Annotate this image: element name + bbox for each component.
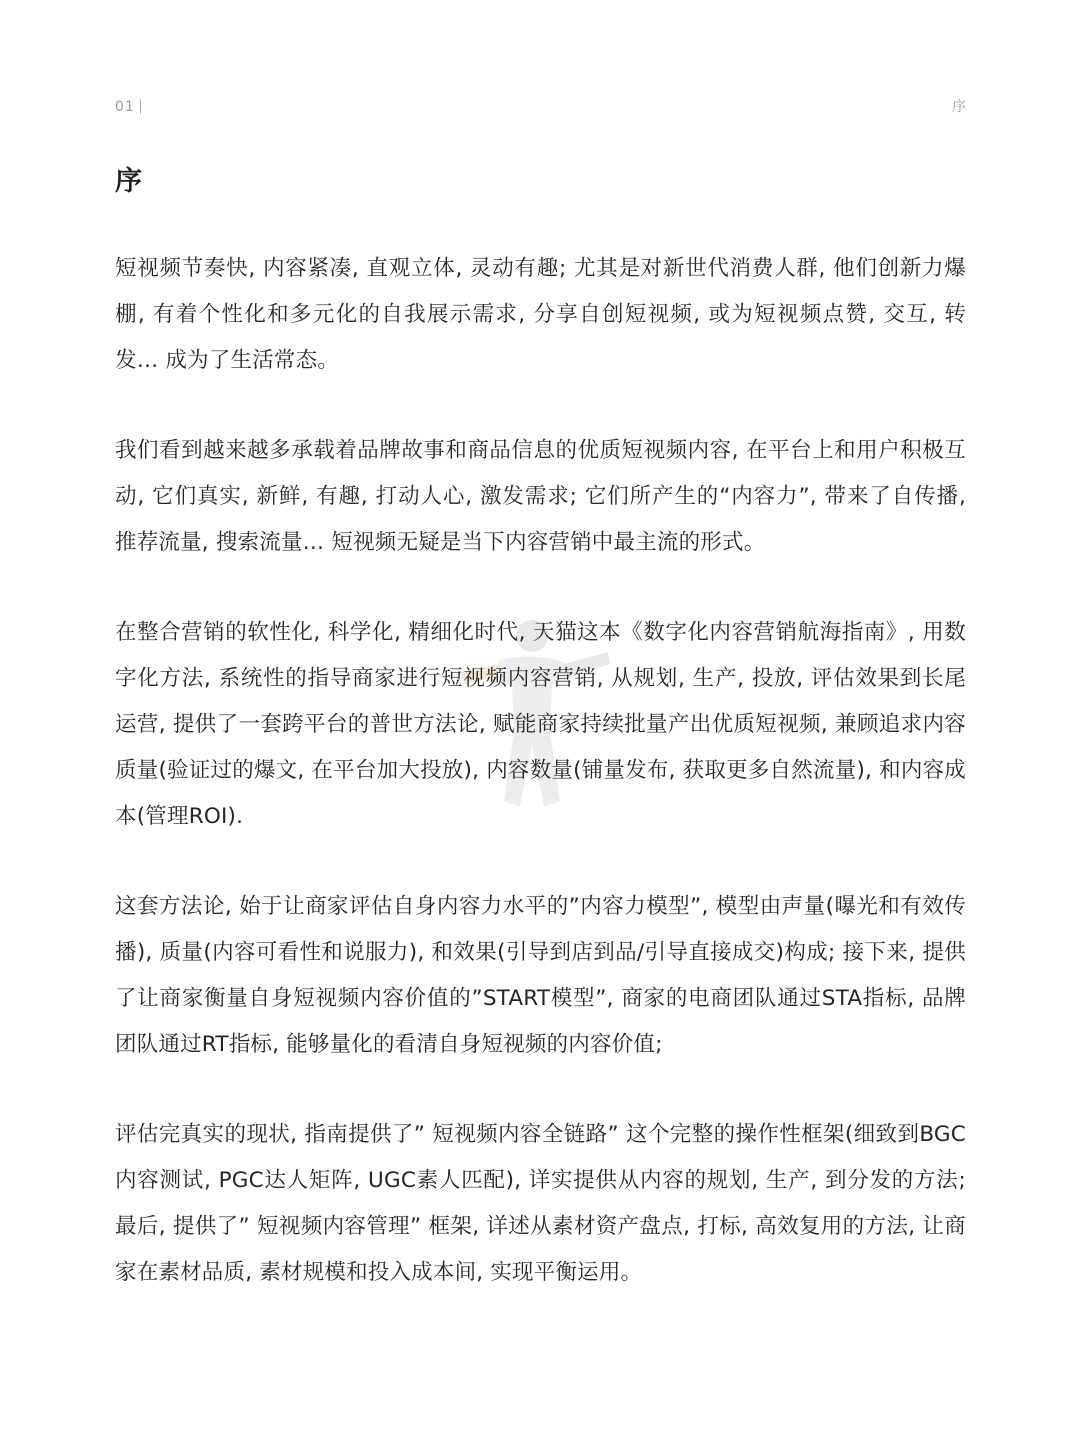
page-title: 序 bbox=[115, 166, 142, 197]
paragraph-5: 评估完真实的现状, 指南提供了” 短视频内容全链路” 这个完整的操作性框架(细致到BGC内容测试, PGC达人矩阵, UGC素人匹配), 详实提供从内容的规划, 生产, 到分发的方法; 最后, 提供了” 短视频内容管理” 框架, 详述从素材资产盘点, 打标, 高效复用的方法, 让商家在素材品质, 素材规模和投入成本间, 实现平衡运用。 bbox=[115, 1122, 966, 1285]
body-content bbox=[115, 246, 966, 1340]
page-number-divider bbox=[140, 99, 141, 114]
page-header bbox=[115, 96, 966, 118]
paragraph-4: 这套方法论, 始于让商家评估自身内容力水平的”内容力模型”, 模型由声量(曝光和有效传播), 质量(内容可看性和说服力), 和效果(引导到店到品/引导直接成交)构成; 接下来, 提供了让商家衡量自身短视频内容价值的”START模型”, 商家的电商团队通过STA指标, 品牌团队通过RT指标, 能够量化的看清自身短视频的内容价值; bbox=[115, 894, 966, 1057]
page-number: 01 bbox=[115, 99, 135, 115]
paragraph-2: 我们看到越来越多承载着品牌故事和商品信息的优质短视频内容, 在平台上和用户积极互动, 它们真实, 新鲜, 有趣, 打动人心, 激发需求; 它们所产生的“内容力”, 带来了自传播, 推荐流量, 搜索流量… 短视频无疑是当下内容营销中最主流的形式。 bbox=[115, 438, 966, 555]
section-label: 序 bbox=[952, 99, 966, 115]
paragraph-3: 在整合营销的软性化, 科学化, 精细化时代, 天猫这本《数字化内容营销航海指南》, 用数字化方法, 系统性的指导商家进行短视频内容营销, 从规划, 生产, 投放, 评估效果到长尾运营, 提供了一套跨平台的普世方法论, 赋能商家持续批量产出优质短视频, 兼顾追求内容质量(验证过的爆文, 在平台加大投放), 内容数量(铺量发布, 获取更多自然流量), 和内容成本(管理ROI). bbox=[115, 620, 966, 829]
paragraph-1: 短视频节奏快, 内容紧凑, 直观立体, 灵动有趣; 尤其是对新世代消费人群, 他们创新力爆棚, 有着个性化和多元化的自我展示需求, 分享自创短视频, 或为短视频点赞, 交互, 转发… 成为了生活常态。 bbox=[115, 256, 966, 373]
